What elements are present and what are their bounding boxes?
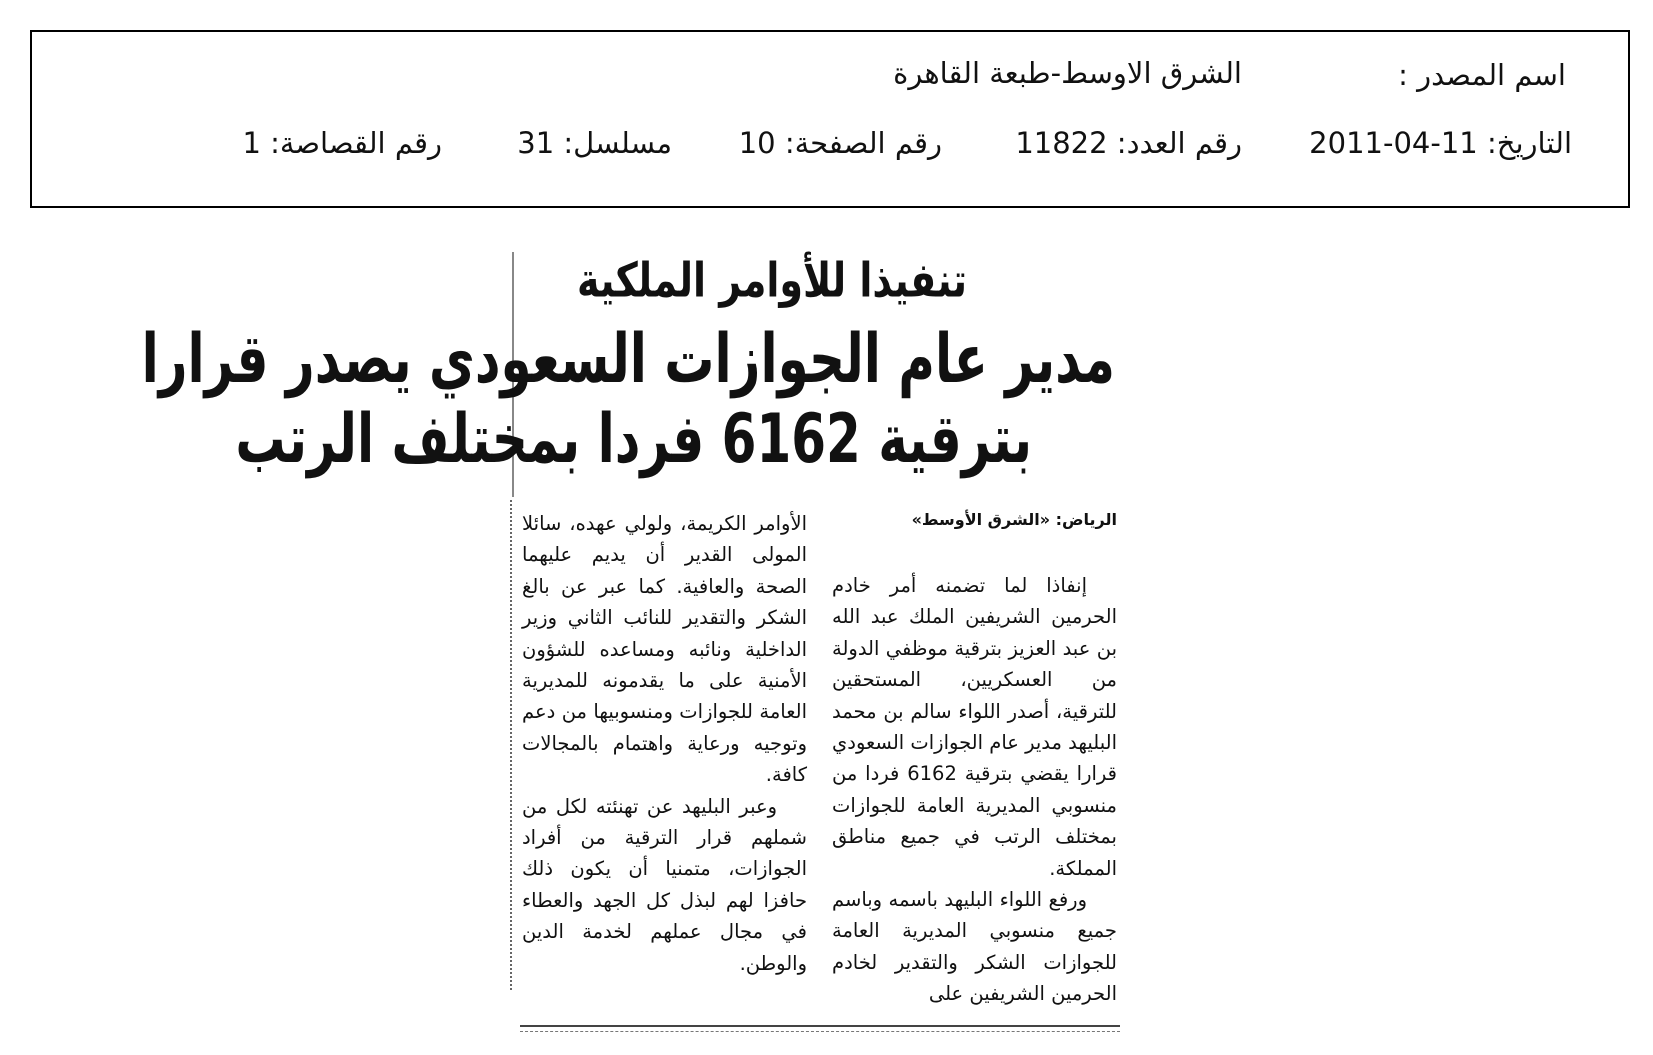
page-field: رقم الصفحة: 10 [738, 126, 942, 160]
source-value: الشرق الاوسط-طبعة القاهرة [893, 56, 1242, 90]
newspaper-clipping [141, 252, 1127, 1042]
article-kicker: تنفيذا للأوامر الملكية [577, 252, 967, 308]
clipping-bottom-rule [520, 1025, 1120, 1032]
column-divider [510, 500, 514, 990]
paragraph: ورفع اللواء البليهد باسمه وباسم جميع منسوبي المديرية العامة للجوازات الشكر والتقدير لخادم الحرمين الشريفين على [832, 888, 1117, 1006]
headline-line-2: بترقية 6162 فردا بمختلف الرتب [235, 399, 1032, 479]
source-info-box [30, 30, 1630, 208]
serial-field: مسلسل: 31 [517, 126, 672, 160]
article-byline: الرياض: «الشرق الأوسط» [911, 510, 1117, 529]
paragraph: وعبر البليهد عن تهنئته لكل من شملهم قرار الترقية من أفراد الجوازات، متمنيا أن يكون ذلك حافزا لهم لبذل كل الجهد والعطاء في مجال عملهم لخدمة الدين والوطن. [522, 794, 807, 975]
clip-field: رقم القصاصة: 1 [242, 126, 442, 160]
article-column-right [832, 570, 1117, 1010]
source-label: اسم المصدر : [1398, 58, 1566, 92]
headline-line-1: مدير عام الجوازات السعودي يصدر قرارا [141, 319, 1115, 399]
paragraph: إنفاذا لما تضمنه أمر خادم الحرمين الشريفين الملك عبد الله بن عبد العزيز بترقية موظفي الدولة من العسكريين، المستحقين للترقية، أصدر اللواء سالم بن محمد البليهد مدير عام الجوازات السعودي قرارا يقضي بترقية 6162 فردا من منسوبي المديرية العامة للجوازات بمختلف الرتب في جميع مناطق المملكة. [832, 574, 1117, 880]
article-column-left [522, 508, 807, 979]
paragraph: الأوامر الكريمة، ولولي عهده، سائلا المولى القدير أن يديم عليهما الصحة والعافية. كما عبر عن بالغ الشكر والتقدير للنائب الثاني وزير الداخلية ونائبه ومساعده للشؤون الأمنية على ما يقدمونه للمديرية العامة للجوازات ومنسوبيها من دعم وتوجيه ورعاية واهتمام بالمجالات كافة. [522, 512, 807, 787]
issue-field: رقم العدد: 11822 [1015, 126, 1242, 160]
date-field: التاريخ: 11-04-2011 [1309, 126, 1572, 160]
